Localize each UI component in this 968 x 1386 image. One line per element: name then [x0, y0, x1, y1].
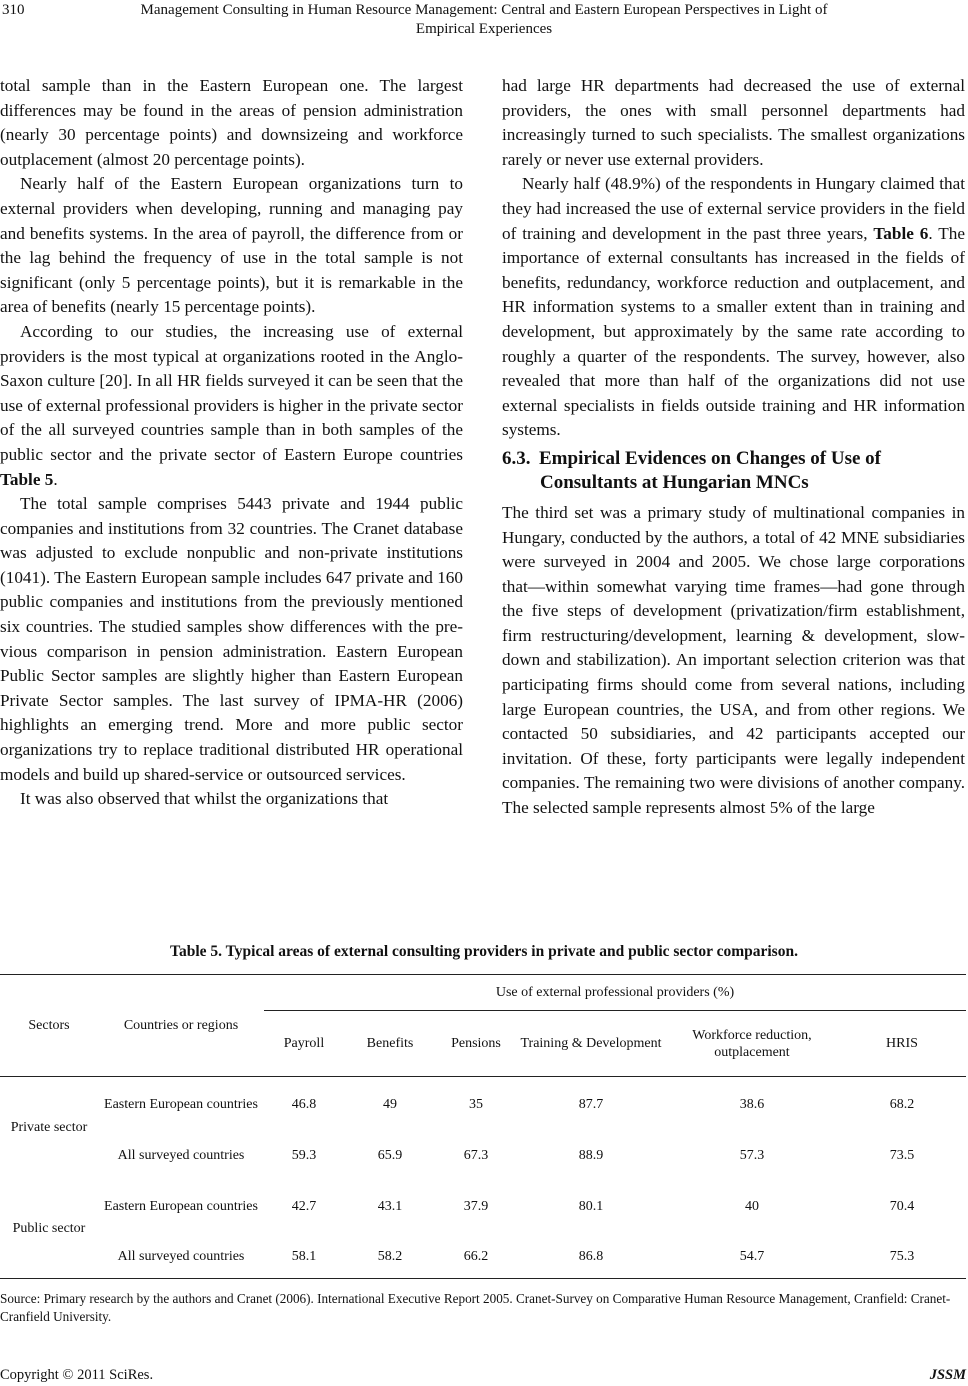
cell: 40: [745, 1199, 759, 1214]
running-title-line1: Management Consulting in Human Resource Management: Central and Eastern European Perspectives in Light of: [140, 2, 828, 18]
cell: 43.1: [377, 1199, 403, 1214]
table-reference-link[interactable]: Table 5: [0, 469, 54, 489]
region-label: Eastern European countries: [104, 1199, 258, 1214]
cell: 42.7: [291, 1199, 317, 1214]
cell: 57.3: [739, 1148, 765, 1163]
journal-abbrev: JSSM: [929, 1367, 966, 1383]
cell: 46.8: [291, 1097, 317, 1113]
running-title-line2: Empirical Experiences: [415, 21, 553, 37]
paragraph-end: . The importance of external consultants has increased in the fields of benefits, redundancy, workforce reduction and outplacement, and HR information systems to a smaller extent than in training and development, but approximately by the same rate according to roughly a quarter of the respondents. The survey, however, also revealed that more than half of the organizations did not use external specialists in fields outside training and HR information systems.: [502, 223, 965, 440]
section-number: 6.3.: [502, 447, 531, 469]
region-label: All surveyed countries: [117, 1148, 245, 1163]
paragraph: Nearly half of the Eastern European organizations turn to external providers when developing, running and managing pay and benefits systems. In the area of payroll, the difference from or the lag behind the frequency of use in the total sample is not significant (only 5 percentage points), but it is remarkable in the area of benefits (nearly 15 percentage points).: [0, 174, 463, 317]
cell: 37.9: [463, 1199, 489, 1214]
cell: 88.9: [578, 1148, 604, 1163]
paragraph: [0, 320, 463, 492]
page-number: 310: [2, 2, 25, 18]
cell: 87.7: [578, 1097, 604, 1113]
data-table: [0, 974, 966, 1279]
paragraph: The third set was a primary study of multinational companies in Hungary, conducted by the authors, a total of 42 MNE subsidiaries were surveyed in 2004 and 2005. We chose large corporations that―within somewhat varying time frames―had gone through the five steps of development (privatization/firm establishment, firm restructuring/development, learning & development, slowdown and stabilization). An important selection criterion was that participating firms should come from several nations, including large European countries, the USA, and from other regions. We contacted 50 subsidiaries, and 42 participants accepted our invitation. Of these, forty participants were legally independent companies. The remaining two were divisions of another company. The selected sample represents almost 5% of the large: [502, 502, 965, 818]
cell: 86.8: [578, 1248, 604, 1264]
cell: 65.9: [377, 1148, 403, 1163]
group-header: Use of external professional providers (%): [264, 975, 966, 1011]
section-title-line2: Consultants at Hungarian MNCs: [540, 471, 809, 493]
paragraph: total sample than in the Eastern European one. The largest differences may be found in the areas of pension administration (nearly 30 percentage points) and downsizeing and workforce outplacement (almost 20 percentage points).: [0, 76, 463, 169]
region-label: All surveyed countries: [117, 1248, 245, 1264]
section-heading: [502, 447, 965, 495]
column-header: Training & Development: [520, 1036, 662, 1051]
cell: 38.6: [739, 1097, 765, 1113]
paragraph: It was also observed that whilst the organizations that: [20, 789, 389, 809]
paragraph: The total sample comprises 5443 private and 1944 public companies and institutions from 32 countries. The Cranet database was adjusted to exclude nonpublic and non-private institutions (1041). The Eastern European sample includes 647 private and 160 public companies and institutions from the previously mentioned six countries. The studied samples show differences with the previous comparison in pension administration. Eastern European Public Sector samples are slightly higher than Eastern European Private Sector samples. The last survey of IPMA-HR (2006) highlights an emerging trend. More and more public sector organizations try to replace traditional distributed HR operational models and build up shared-service or outsourced services.: [0, 494, 463, 784]
column-header-countries: Countries or regions: [98, 975, 264, 1077]
cell: 70.4: [889, 1199, 915, 1214]
table-row: [0, 1077, 966, 1133]
table-reference-link[interactable]: Table 6: [873, 223, 929, 243]
cell: 80.1: [578, 1199, 604, 1214]
cell: 54.7: [739, 1248, 765, 1264]
region-label: Eastern European countries: [104, 1097, 258, 1113]
cell: 68.2: [889, 1097, 915, 1113]
cell: 75.3: [889, 1248, 915, 1264]
cell: 49: [383, 1097, 397, 1113]
cell: 58.2: [377, 1248, 403, 1264]
cell: 66.2: [463, 1248, 489, 1264]
paragraph-text: Nearly half (48.9%) of the respondents in Hungary claimed that they had increased the use of external service providers in the field of training and development in the past three years,: [502, 174, 965, 243]
column-header: HRIS: [886, 1036, 918, 1051]
section-title-line1: Empirical Evidences on Changes of Use of: [539, 447, 881, 469]
column-header: Pensions: [451, 1036, 501, 1051]
table-source-note: Source: Primary research by the authors and Cranet (2006). International Executive Report 2005. Cranet-Survey on Comparative Human Resource Management, Cranfield: Cranet-Cranfield University.: [0, 1291, 951, 1324]
paragraph-text: According to our studies, the increasing use of external providers is the most typical at organizations rooted in the Anglo-Saxon culture [20]. In all HR fields surveyed it can be seen that the use of external professional providers is higher in the private sector of the all surveyed countries sample than in both samples of the public sector and the private sector of Eastern Europe countries: [0, 321, 463, 464]
sector-label: Private sector: [10, 1120, 88, 1136]
table-row: [0, 1133, 966, 1179]
cell: 73.5: [889, 1148, 915, 1163]
table-caption: Table 5. Typical areas of external consulting providers in private and public sector comparison.: [170, 943, 798, 960]
cell: 67.3: [463, 1148, 489, 1163]
cell: 35: [469, 1097, 483, 1113]
cell: 58.1: [291, 1248, 317, 1264]
column-header: Payroll: [283, 1036, 325, 1051]
column-header: Benefits: [366, 1036, 414, 1051]
column-header: Workforce reduction, outplacement: [692, 1027, 812, 1060]
left-column: [0, 74, 463, 812]
paragraph: [502, 172, 965, 443]
copyright: Copyright © 2011 SciRes.: [0, 1367, 154, 1383]
table-row: [0, 1179, 966, 1235]
sector-label: Public sector: [12, 1220, 86, 1236]
right-column: [502, 74, 965, 821]
column-header-sectors: Sectors: [0, 975, 98, 1077]
paragraph: had large HR departments had decreased the use of external providers, the ones with small personnel departments had increasingly turned to such specialists. The smallest organizations rarely or never use external providers.: [502, 76, 965, 169]
table-row: [0, 1235, 966, 1279]
cell: 59.3: [291, 1148, 317, 1163]
paragraph-end: .: [53, 469, 58, 489]
